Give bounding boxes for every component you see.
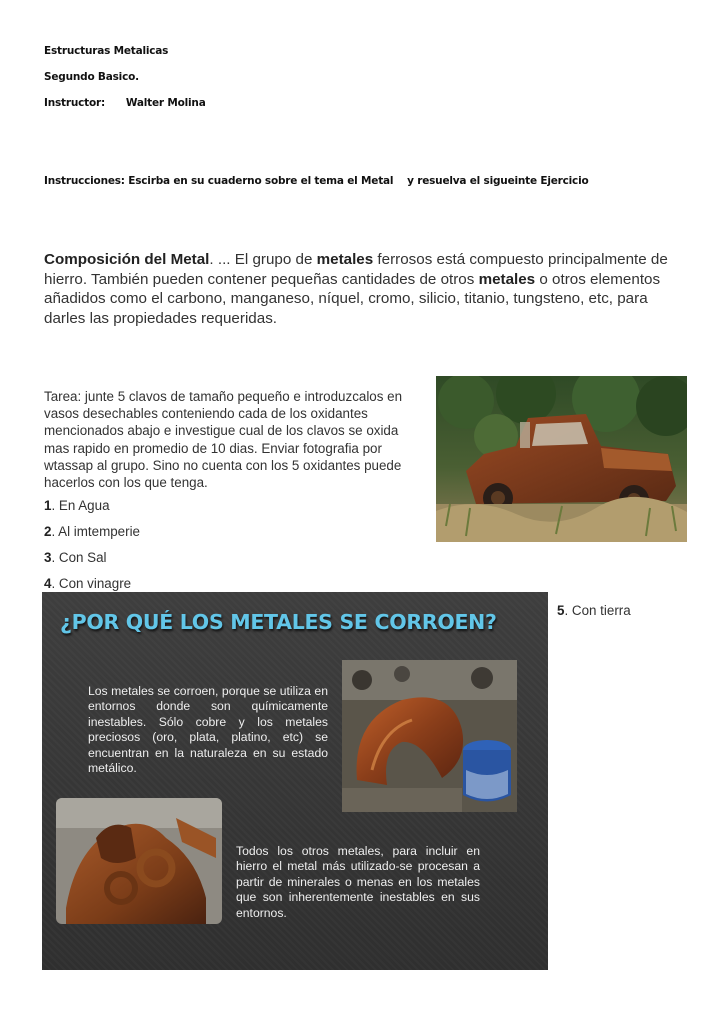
keyword-metales: metales xyxy=(316,251,374,268)
instructor-name: Walter Molina xyxy=(125,97,206,109)
list-item: 3. Con Sal xyxy=(44,550,107,565)
list-item: 4. Con vinagre xyxy=(44,576,132,591)
corrosion-slide xyxy=(42,592,548,970)
list-item: 2. Al imtemperie xyxy=(44,524,141,539)
rusted-metal-photo xyxy=(342,660,517,812)
rusted-chain-photo xyxy=(56,798,222,924)
composition-title: Composición del Metal xyxy=(44,251,210,268)
composition-paragraph: Composición del Metal. ... El grupo de metales ferrosos está compuesto principalmente de hierro. También pueden contener pequeñas cantidades de otros metales o otros elementos añadidos como el carbono, manganeso, níquel, cromo, silicio, titanio, tungsteno, etc, para darles las propiedades requeridas. xyxy=(44,251,668,327)
rusty-truck-photo xyxy=(436,376,687,542)
instructor-line xyxy=(44,97,206,109)
instructor-label: Instructor: xyxy=(44,97,105,109)
list-item: 5. Con tierra xyxy=(557,603,631,618)
slide-title: ¿POR QUÉ LOS METALES SE CORROEN? xyxy=(60,610,497,634)
list-item: 1. En Agua xyxy=(44,498,110,513)
slide-text-processing: Todos los otros metales, para incluir en hierro el metal más utilizado-se procesan a partir de minerales o menas en los metales que son inherentemente inestables en sus entornos. xyxy=(236,844,480,920)
course-title: Estructuras Metalicas xyxy=(44,45,169,57)
instructions-text: Instrucciones: Escirba en su cuaderno sobre el tema el Metal y resuelva el sigueinte Ejercicio xyxy=(44,175,589,187)
task-paragraph: Tarea: junte 5 clavos de tamaño pequeño e introduzcalos en vasos desechables conteniendo cada de los oxidantes mencionados abajo e investigue cual de los clavos se oxida mas rapido en promedio de 10 dias. Enviar fotografia por wtassap al grupo. Sino no cuenta con los 5 oxidantes puede hacerlos con los que tenga. xyxy=(44,389,403,491)
slide-text-intro: Los metales se corroen, porque se utiliza en entornos donde son químicamente inestables. Sólo cobre y los metales preciosos (oro, plata, platino, etc) se encuentran en la naturaleza en su estado metálico. xyxy=(88,684,328,776)
keyword-metales: metales xyxy=(478,270,536,288)
grade-label: Segundo Basico. xyxy=(44,71,139,83)
